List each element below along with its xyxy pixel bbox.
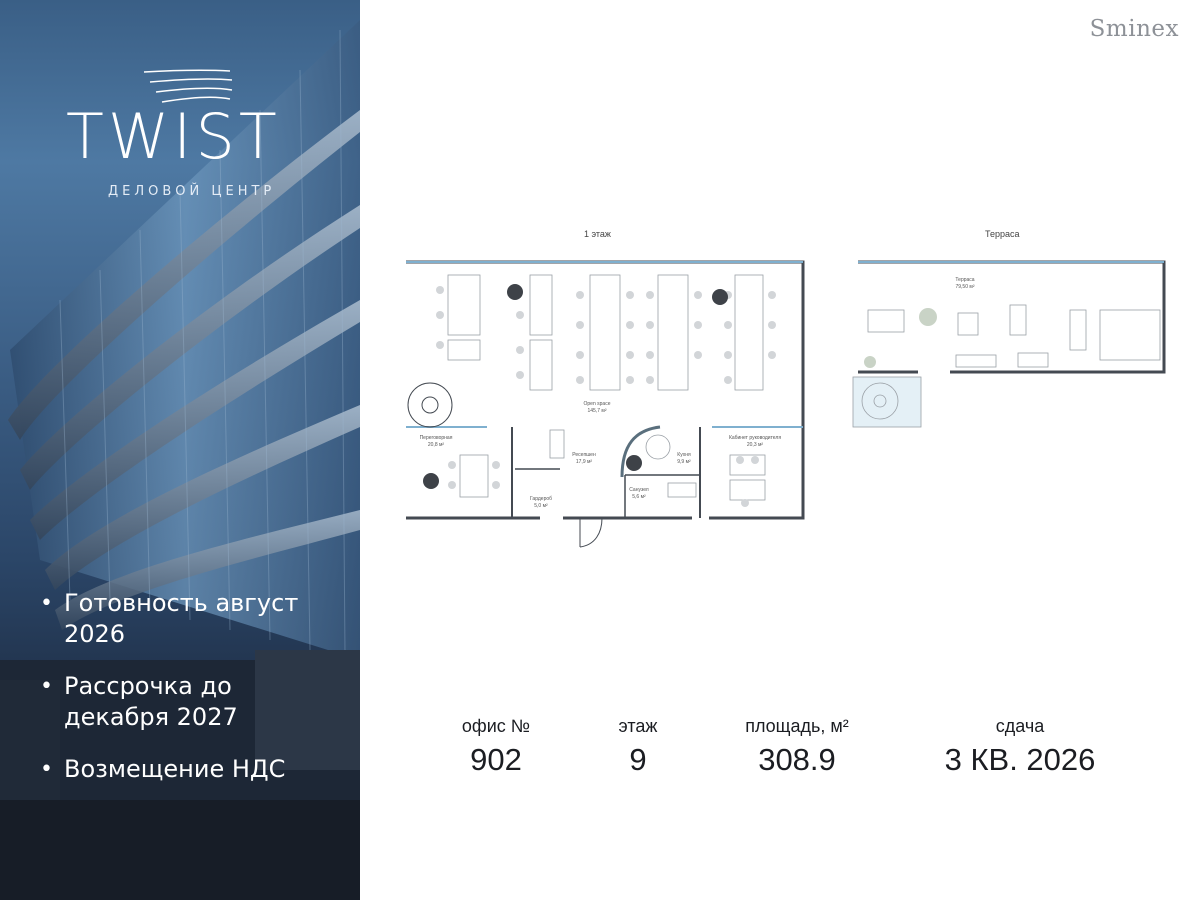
room-wardrobe: Гардероб xyxy=(530,496,552,502)
room-wardrobe-area: 5,0 м² xyxy=(534,503,548,509)
project-title: TWIST xyxy=(66,100,281,173)
room-wc: Санузел xyxy=(629,487,649,493)
spec-delivery xyxy=(920,716,1120,778)
feature-item: • Рассрочка до декабря 2027 xyxy=(40,671,340,733)
spec-delivery-label: сдача xyxy=(995,716,1045,736)
feature-item: • Готовность август 2026 xyxy=(40,588,340,650)
spec-area-label: площадь, м² xyxy=(745,716,849,736)
spec-floor-value: 9 xyxy=(629,742,647,777)
room-director-area: 20,3 м² xyxy=(746,442,764,448)
feature-list xyxy=(40,588,340,806)
room-reception-area: 17,9 м² xyxy=(575,459,593,465)
room-wc-area: 5,6 м² xyxy=(632,494,646,500)
spec-office-label: офис № xyxy=(461,716,531,736)
room-meeting: Переговорная xyxy=(419,435,453,441)
spec-floor-label: этаж xyxy=(618,716,658,736)
floor-plan-label: 1 этаж xyxy=(584,229,611,239)
room-kitchen: Кухня xyxy=(677,452,691,458)
room-terrace-area: 79,50 м² xyxy=(955,284,975,290)
terrace-plan xyxy=(850,255,1170,435)
room-director: Кабинет руководителя xyxy=(728,435,782,441)
office-specs xyxy=(440,716,1140,786)
project-subtitle: ДЕЛОВОЙ ЦЕНТР xyxy=(108,184,276,199)
spec-area-value: 308.9 xyxy=(758,742,836,777)
terrace-plan-label: Терраса xyxy=(985,229,1020,239)
room-reception: Ресепшен xyxy=(572,452,596,458)
spec-office-value: 902 xyxy=(470,742,522,777)
spec-delivery-value: 3 КВ. 2026 xyxy=(944,742,1096,777)
spec-office xyxy=(440,716,552,778)
feature-item: • Возмещение НДС xyxy=(40,754,340,785)
room-open-space: Open space xyxy=(583,401,611,407)
floor-plan xyxy=(400,255,810,555)
room-open-space-area: 145,7 м² xyxy=(587,408,607,414)
brand-logo: Sminex xyxy=(1089,16,1179,42)
room-meeting-area: 20,8 м² xyxy=(427,442,445,448)
room-terrace: Терраса xyxy=(955,277,975,283)
spec-area xyxy=(732,716,862,778)
spec-floor xyxy=(590,716,686,778)
room-kitchen-area: 9,9 м² xyxy=(677,459,691,465)
promo-panel xyxy=(0,0,360,900)
project-logo xyxy=(60,66,320,216)
